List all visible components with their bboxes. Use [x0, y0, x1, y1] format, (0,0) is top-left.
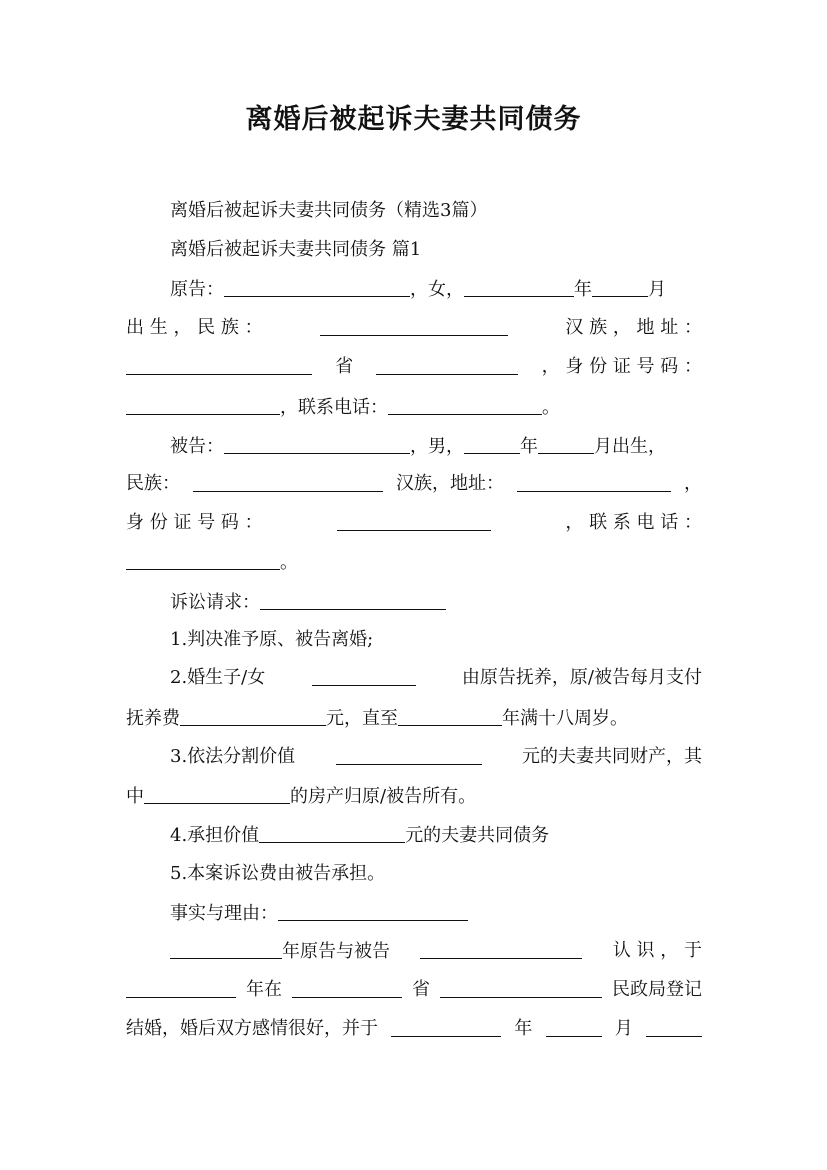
- plaintiff-line-1: 原告： ，女， 年 月: [170, 276, 702, 302]
- claim-1: 1.判决准予原、被告离婚;: [170, 629, 374, 650]
- claim-4: 4.承担价值 元的夫妻共同债务: [170, 822, 702, 848]
- facts-line-2: 年在 省 民政局登记: [126, 977, 702, 1003]
- defendant-line-3: 身 份 证 号 码 ： ， 联 系 电 话 ：: [126, 512, 702, 533]
- plaintiff-line-3: 省 ， 身 份 证 号 码 ：: [126, 354, 702, 380]
- defendant-line-1: 被告： ，男， 年 月出生，: [170, 433, 702, 459]
- claim-5: 5.本案诉讼费由被告承担。: [170, 863, 386, 884]
- defendant-line-2: 民族： 汉族，地址： ，: [126, 473, 702, 494]
- facts-heading: 事实与理由：: [170, 900, 702, 926]
- document-title: 离婚后被起诉夫妻共同债务: [245, 104, 582, 135]
- facts-line-1: 年原告与被告 认 识 ， 于: [170, 938, 702, 964]
- claim-2-line-2: 抚养费 元，直至 年满十八周岁。: [126, 705, 702, 731]
- claim-2-line-1: 2.婚生子/女 由原告抚养，原/被告每月支付: [170, 667, 702, 688]
- facts-line-3: 结婚，婚后双方感情很好，并于 年 月: [126, 1016, 702, 1042]
- claims-heading: 诉讼请求：: [170, 589, 702, 615]
- claim-3-line-2: 中 的房产归原/被告所有。: [126, 783, 702, 809]
- plaintiff-line-2: 出 生 ， 民 族 ： 汉 族 ， 地 址 ：: [126, 317, 702, 338]
- section-heading: 离婚后被起诉夫妻共同债务 篇1: [170, 239, 422, 260]
- subtitle: 离婚后被起诉夫妻共同债务（精选3篇）: [170, 200, 488, 221]
- plaintiff-line-4: ，联系电话： 。: [126, 394, 702, 420]
- claim-3-line-1: 3.依法分割价值 元的夫妻共同财产，其: [170, 746, 702, 767]
- defendant-line-4: 。: [126, 549, 702, 575]
